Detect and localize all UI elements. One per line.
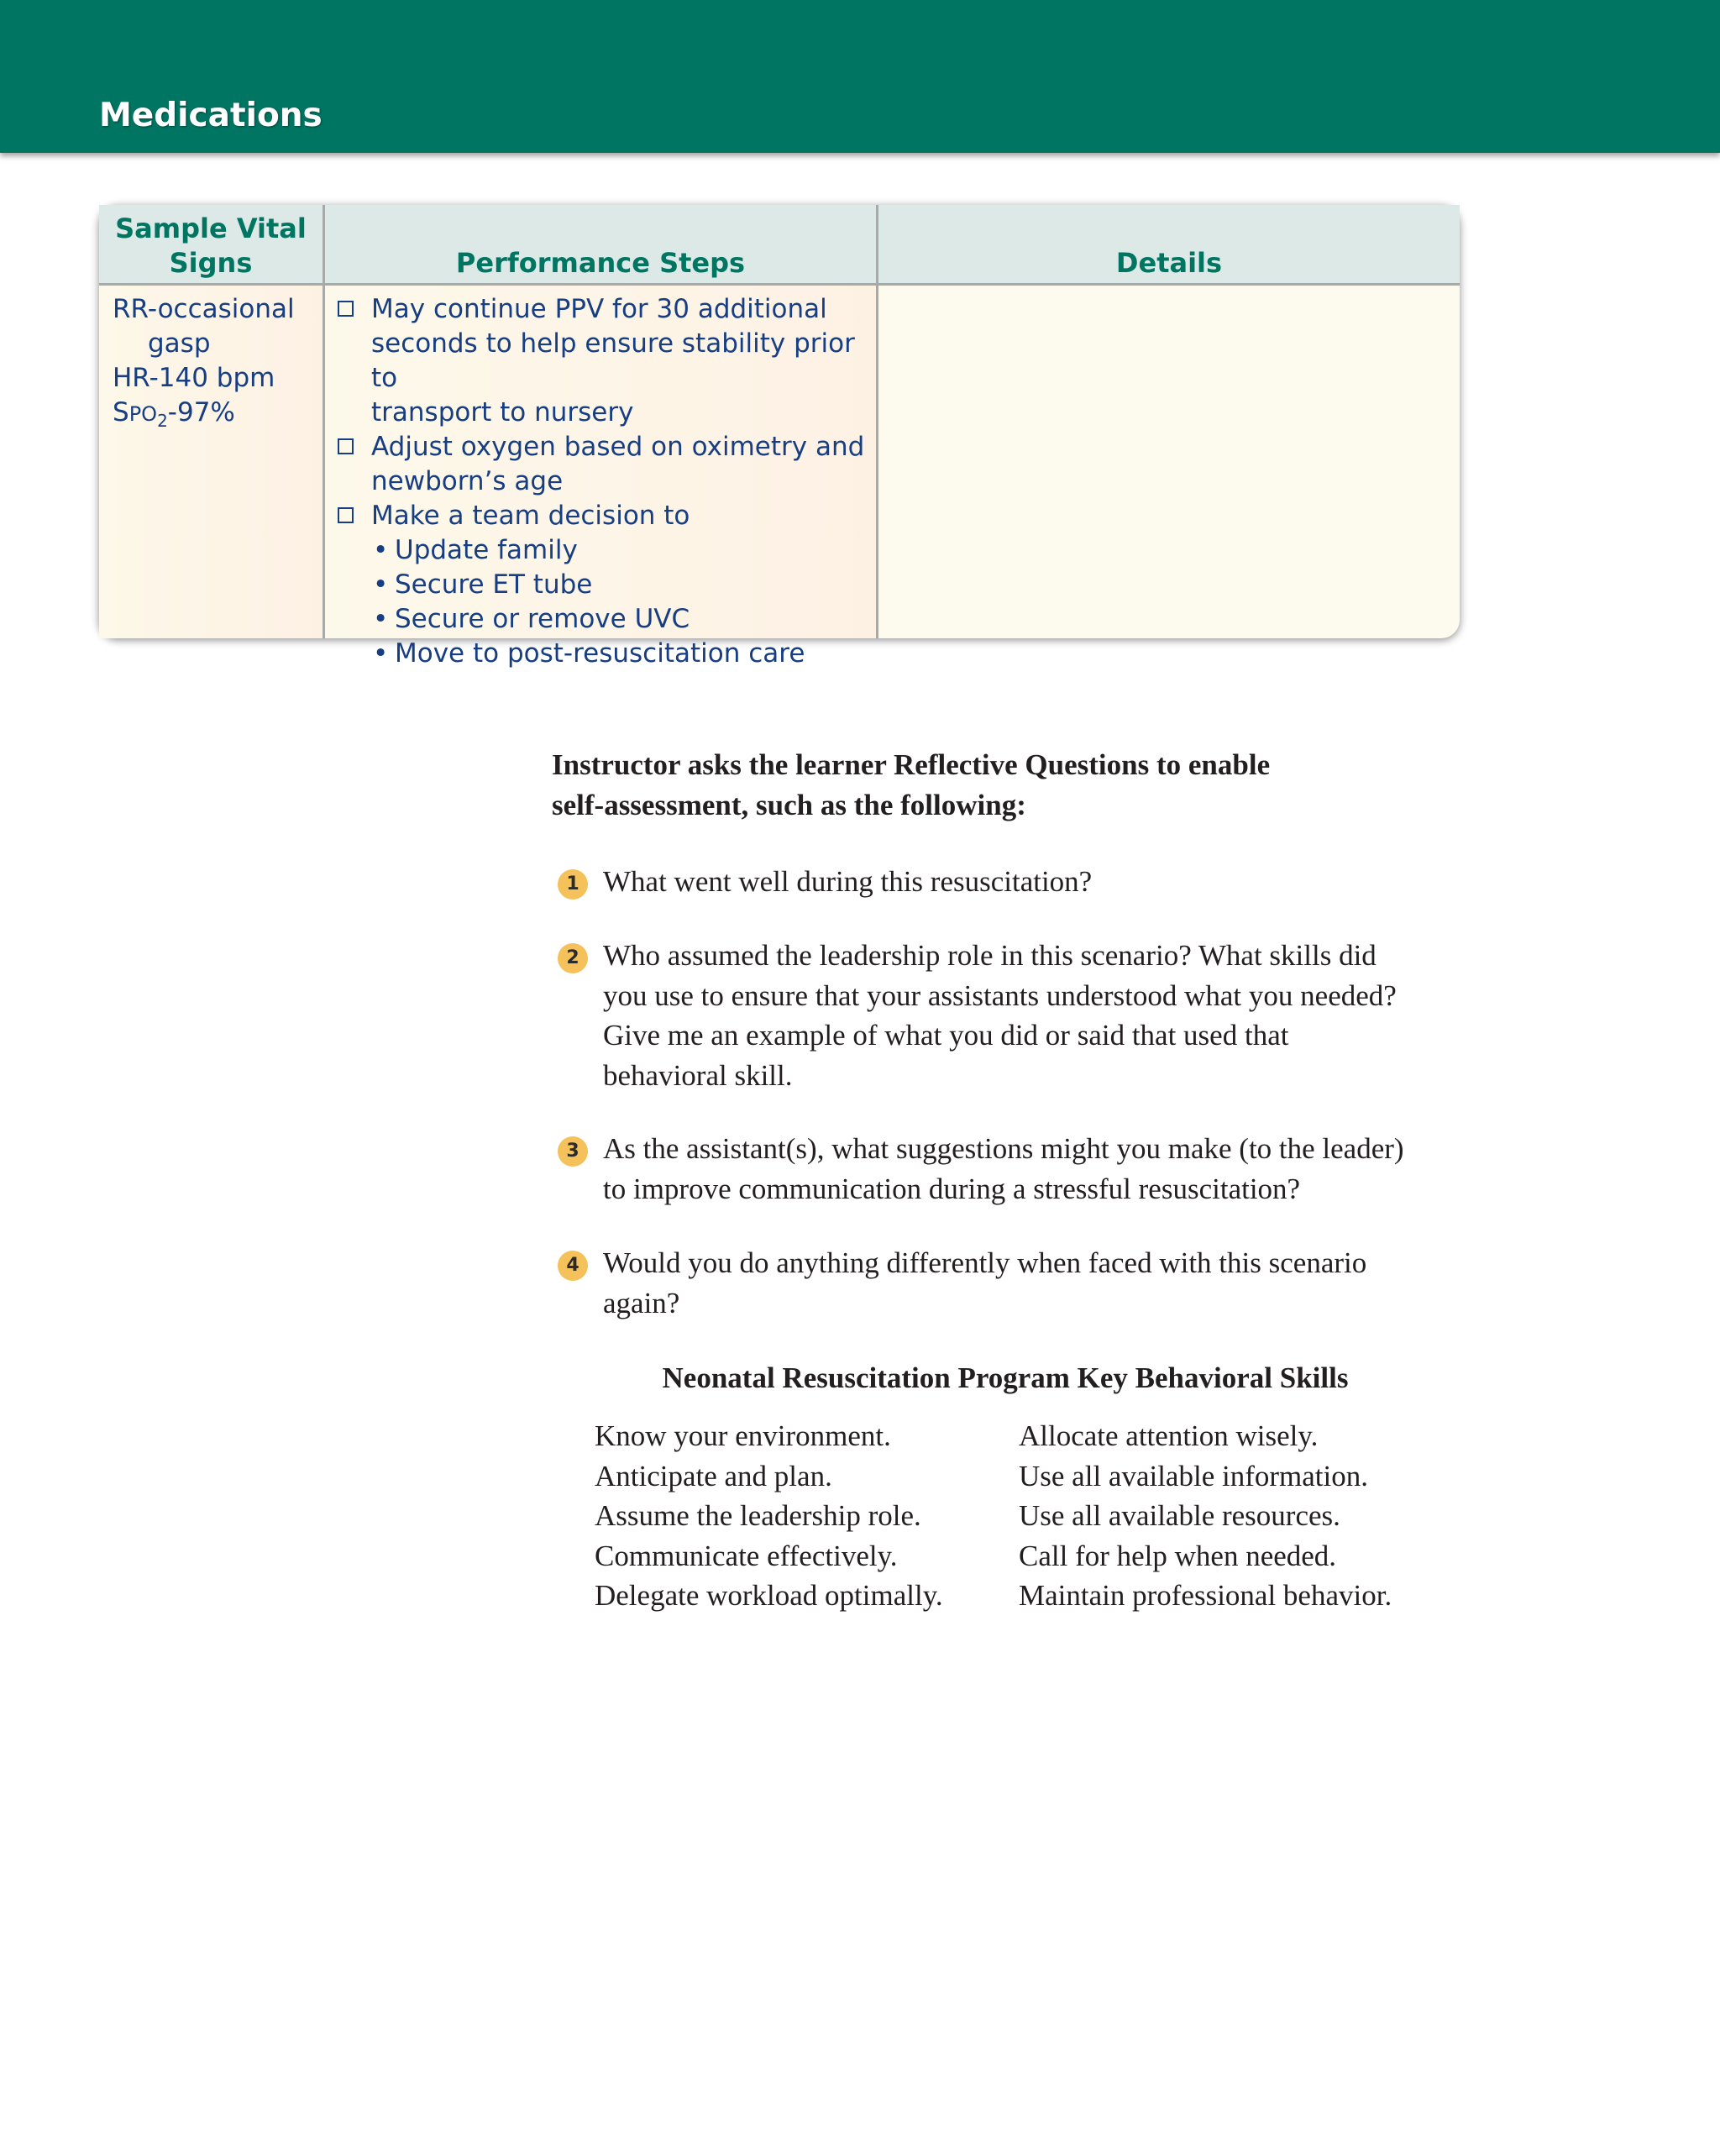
sub-step-label: Move to post-resuscitation care bbox=[395, 638, 805, 669]
skills-right-column bbox=[1019, 1416, 1392, 1616]
question-line: again? bbox=[603, 1286, 680, 1319]
checklist-item[interactable] bbox=[336, 430, 873, 499]
question-line: behavioral skill. bbox=[603, 1058, 793, 1092]
skill-item: Communicate effectively. bbox=[595, 1539, 898, 1572]
skill-item: Assume the leadership role. bbox=[595, 1499, 921, 1532]
question-line: to improve communication during a stressful resuscitation? bbox=[603, 1172, 1301, 1205]
sub-step-label: Secure ET tube bbox=[395, 569, 593, 600]
bullet-icon: • bbox=[373, 604, 389, 634]
header-band bbox=[0, 0, 1720, 153]
bullet-icon: • bbox=[373, 535, 389, 565]
step-line: newborn’s age bbox=[371, 466, 564, 496]
question-line: What went well during this resuscitation? bbox=[603, 865, 1093, 898]
skills-left-column bbox=[595, 1416, 943, 1616]
sub-step bbox=[336, 637, 873, 671]
sub-step bbox=[336, 533, 873, 568]
number-badge-4: 4 bbox=[558, 1251, 588, 1281]
intro-line: Instructor asks the learner Reflective Questions to enable bbox=[552, 748, 1271, 781]
checklist-item[interactable] bbox=[336, 499, 873, 533]
vital-spo2 bbox=[113, 396, 322, 438]
number-badge-2: 2 bbox=[558, 943, 588, 973]
vital-signs-cell bbox=[113, 292, 322, 438]
vital-hr: HR-140 bpm bbox=[113, 363, 275, 393]
skill-item: Delegate workload optimally. bbox=[595, 1579, 943, 1612]
bullet-icon: • bbox=[373, 638, 389, 669]
question-line: As the assistant(s), what suggestions might you make (to the leader) bbox=[603, 1132, 1404, 1165]
reflective-question-2 bbox=[603, 936, 1493, 1095]
step-line: May continue PPV for 30 additional bbox=[371, 294, 827, 324]
sub-step bbox=[336, 602, 873, 637]
vital-rr: RR-occasional bbox=[113, 294, 295, 324]
step-line: seconds to help ensure stability prior to bbox=[371, 328, 855, 393]
performance-table bbox=[99, 205, 1460, 669]
skills-title: Neonatal Resuscitation Program Key Behavioral Skills bbox=[662, 1361, 1349, 1394]
header-vitals-line: Signs bbox=[169, 247, 253, 279]
question-line: Give me an example of what you did or said that used that bbox=[603, 1019, 1289, 1052]
details-cell bbox=[878, 286, 1460, 638]
skill-item: Know your environment. bbox=[595, 1419, 891, 1452]
page-section-title: Medications bbox=[99, 97, 322, 134]
performance-steps-cell bbox=[336, 292, 873, 671]
reflective-question-1 bbox=[603, 862, 1493, 902]
checklist-item[interactable] bbox=[336, 292, 873, 430]
checkbox-icon[interactable] bbox=[338, 438, 354, 454]
question-line: you use to ensure that your assistants understood what you needed? bbox=[603, 978, 1397, 1012]
spo2-value: -97% bbox=[167, 397, 235, 428]
bullet-icon: • bbox=[373, 569, 389, 600]
checkbox-icon[interactable] bbox=[338, 507, 354, 523]
number-badge-1: 1 bbox=[558, 869, 588, 900]
header-vitals-line: Sample Vital bbox=[115, 212, 307, 244]
header-performance-steps: Performance Steps bbox=[455, 247, 746, 279]
reflective-intro bbox=[552, 745, 1476, 826]
step-line: transport to nursery bbox=[371, 397, 634, 428]
skill-item: Maintain professional behavior. bbox=[1019, 1579, 1392, 1612]
question-line: Would you do anything differently when faced with this scenario bbox=[603, 1246, 1367, 1279]
reflective-question-4 bbox=[603, 1243, 1493, 1323]
step-line: Adjust oxygen based on oximetry and bbox=[371, 432, 865, 462]
skill-item: Use all available resources. bbox=[1019, 1499, 1340, 1532]
sub-step-label: Secure or remove UVC bbox=[395, 604, 690, 634]
skill-item: Use all available information. bbox=[1019, 1459, 1368, 1492]
skill-item: Call for help when needed. bbox=[1019, 1539, 1337, 1572]
step-line: Make a team decision to bbox=[371, 501, 690, 531]
sub-step bbox=[336, 568, 873, 602]
reflective-question-3 bbox=[603, 1129, 1493, 1209]
vital-rr-cont: gasp bbox=[148, 328, 211, 359]
spo2-po: PO bbox=[128, 402, 158, 426]
header-sample-vital-signs bbox=[99, 212, 322, 281]
spo2-s: S bbox=[113, 397, 129, 428]
checkbox-icon[interactable] bbox=[338, 301, 354, 317]
sub-step-label: Update family bbox=[395, 535, 578, 565]
question-line: Who assumed the leadership role in this scenario? What skills did bbox=[603, 939, 1377, 972]
skill-item: Anticipate and plan. bbox=[595, 1459, 832, 1492]
skill-item: Allocate attention wisely. bbox=[1019, 1419, 1319, 1452]
header-details: Details bbox=[1115, 247, 1223, 279]
intro-line: self-assessment, such as the following: bbox=[552, 789, 1026, 821]
spo2-subscript: 2 bbox=[157, 411, 168, 432]
number-badge-3: 3 bbox=[558, 1136, 588, 1167]
